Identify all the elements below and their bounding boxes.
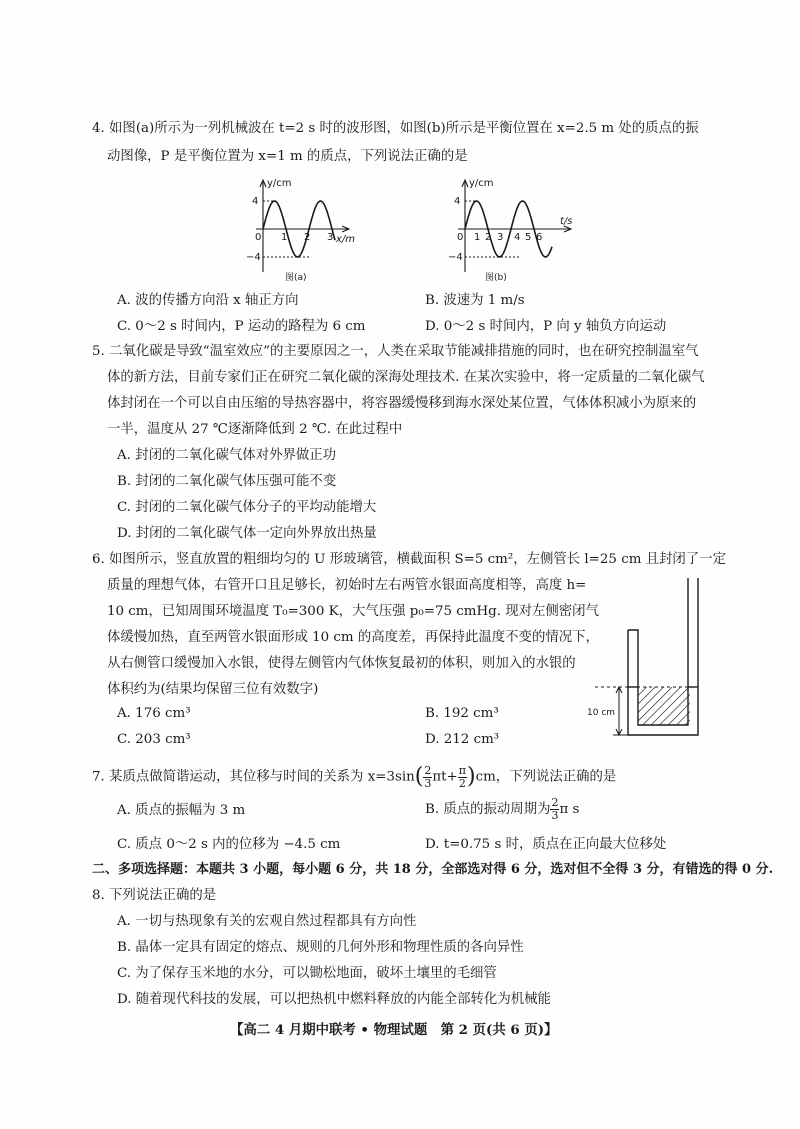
q5-option-b: B. 封闭的二氧化碳气体压强可能不变 <box>117 474 337 489</box>
fig-b-tick-0: 0 <box>457 232 464 243</box>
q7-option-b-pre: B. 质点的振动周期为 <box>425 802 551 817</box>
fig-b-tick-6: 6 <box>536 232 543 243</box>
q4-option-d: D. 0～2 s 时间内，P 向 y 轴负方向运动 <box>425 319 667 334</box>
q7-stem <box>92 762 616 793</box>
q7-stem-mid: πt+ <box>432 769 458 785</box>
fig-b-ymin: −4 <box>448 252 463 263</box>
q6-stem-line2: 质量的理想气体，右管开口且足够长，初始时左右两管水银面高度相等，高度 h= <box>107 578 587 593</box>
q6-stem-line5: 从右侧管口缓慢加入水银，使得左侧管内气体恢复最初的体积，则加入的水银的 <box>107 656 576 671</box>
q4-figure-a <box>230 172 360 287</box>
q7-frac2-den: 2 <box>458 776 466 790</box>
q7-close-paren: ) <box>467 764 476 789</box>
q7-stem-pre: 7. 某质点做简谐运动，其位移与时间的关系为 x=3sin <box>92 769 415 785</box>
q4-option-c: C. 0～2 s 时间内，P 运动的路程为 6 cm <box>117 319 366 334</box>
fig-a-tick-1: 1 <box>281 232 288 243</box>
q5-stem-line2: 体的新方法，目前专家们正在研究二氧化碳的深海处理技术. 在某次实验中，将一定质量的二氧化碳气 <box>107 370 705 385</box>
q4-figure-b <box>440 172 580 287</box>
mercury-fill <box>638 687 690 725</box>
q7-stem-post: cm，下列说法正确的是 <box>475 769 617 785</box>
page-footer: 【高二 4 月期中联考 • 物理试题 第 2 页(共 6 页)】 <box>230 1022 558 1038</box>
q7-option-b-den: 3 <box>551 809 559 822</box>
fig-b-ymax: 4 <box>454 196 461 207</box>
q6-figure-height-label: 10 cm <box>587 708 616 718</box>
fig-a-ylabel: y/cm <box>267 178 292 189</box>
fig-a-tick-3: 3 <box>327 232 334 243</box>
q4-stem-line1: 4. 如图(a)所示为一列机械波在 t=2 s 时的波形图，如图(b)所示是平衡位置在 x=2.5 m 处的质点的振 <box>92 121 699 136</box>
fig-b-tick-5: 5 <box>525 232 532 243</box>
fig-b-tick-1: 1 <box>474 232 481 243</box>
fig-b-ylabel: y/cm <box>469 178 494 189</box>
q7-option-b <box>425 795 579 825</box>
q7-option-b-num: 2 <box>551 796 559 809</box>
q4-option-b: B. 波速为 1 m/s <box>425 293 525 308</box>
fig-a-ymax: 4 <box>252 196 259 207</box>
fig-a-caption: 图(a) <box>285 273 307 283</box>
q6-stem-line4: 体缓慢加热，直至两管水银面形成 10 cm 的高度差，再保持此温度不变的情况下， <box>107 630 599 645</box>
q7-frac1-num: 2 <box>424 763 432 777</box>
q8-option-d: D. 随着现代科技的发展，可以把热机中燃料释放的内能全部转化为机械能 <box>117 992 551 1007</box>
q6-u-tube-figure <box>585 570 700 740</box>
q5-stem-line3: 体封闭在一个可以自由压缩的导热容器中，将容器缓慢移到海水深处某位置，气体体积减小为原来的 <box>107 396 697 411</box>
q7-option-c: C. 质点 0～2 s 内的位移为 −4.5 cm <box>117 837 341 852</box>
q5-stem-line1: 5. 二氧化碳是导致“温室效应”的主要原因之一，人类在采取节能减排措施的同时，也在研究控制温室气 <box>92 344 699 359</box>
q7-option-d: D. t=0.75 s 时，质点在正向最大位移处 <box>425 837 667 852</box>
fig-b-caption: 图(b) <box>485 273 507 283</box>
fig-b-xlabel: t/s <box>560 216 573 227</box>
q8-option-c: C. 为了保存玉米地的水分，可以锄松地面，破坏土壤里的毛细管 <box>117 966 497 981</box>
q4-option-a: A. 波的传播方向沿 x 轴正方向 <box>117 293 299 308</box>
q6-option-a: A. 176 cm³ <box>117 706 191 721</box>
q4-stem-line2: 动图像，P 是平衡位置为 x=1 m 的质点，下列说法正确的是 <box>107 149 468 164</box>
q7-frac1-den: 3 <box>424 776 432 790</box>
fig-a-ymin: −4 <box>246 252 261 263</box>
q6-stem-line1: 6. 如图所示，竖直放置的粗细均匀的 U 形玻璃管，横截面积 S=5 cm²，左侧管长 l=25 cm 且封闭了一定 <box>92 552 726 567</box>
q7-option-a: A. 质点的振幅为 3 m <box>117 803 246 818</box>
q8-option-b: B. 晶体一定具有固定的熔点、规则的几何外形和物理性质的各向异性 <box>117 940 524 955</box>
q7-frac2-num: π <box>458 763 467 777</box>
q5-option-c: C. 封闭的二氧化碳气体分子的平均动能增大 <box>117 500 377 515</box>
left-tube-outer-top <box>628 630 638 687</box>
q6-stem-line6: 体积约为(结果均保留三位有效数字) <box>107 682 319 697</box>
fig-a-tick-2: 2 <box>304 232 311 243</box>
q5-option-a: A. 封闭的二氧化碳气体对外界做正功 <box>117 448 337 463</box>
q7-option-b-post: π s <box>559 802 580 817</box>
q6-option-c: C. 203 cm³ <box>117 732 191 747</box>
q7-fraction-pi-2 <box>458 765 467 790</box>
section-2-heading: 二、多项选择题：本题共 3 小题，每小题 6 分，共 18 分，全部选对得 6 分，选对但不全得 3 分，有错选的得 0 分. <box>92 862 774 877</box>
q6-stem-line3: 10 cm，已知周围环境温度 T₀=300 K，大气压强 p₀=75 cmHg. 现对左侧密闭气 <box>107 604 599 619</box>
fig-b-tick-4: 4 <box>514 232 521 243</box>
q6-option-b: B. 192 cm³ <box>425 706 499 721</box>
q8-option-a: A. 一切与热现象有关的宏观自然过程都具有方向性 <box>117 914 417 929</box>
q5-option-d: D. 封闭的二氧化碳气体一定向外界放出热量 <box>117 526 377 541</box>
fig-b-tick-2: 2 <box>485 232 492 243</box>
q8-stem: 8. 下列说法正确的是 <box>92 888 217 903</box>
q6-option-d: D. 212 cm³ <box>425 732 500 747</box>
fig-a-tick-0: 0 <box>255 232 262 243</box>
fig-b-tick-3: 3 <box>497 232 504 243</box>
q7-open-paren: ( <box>414 764 424 789</box>
fig-a-xlabel: x/m <box>336 234 356 245</box>
q5-stem-line4: 一半，温度从 27 ℃逐渐降低到 2 ℃. 在此过程中 <box>107 422 403 437</box>
